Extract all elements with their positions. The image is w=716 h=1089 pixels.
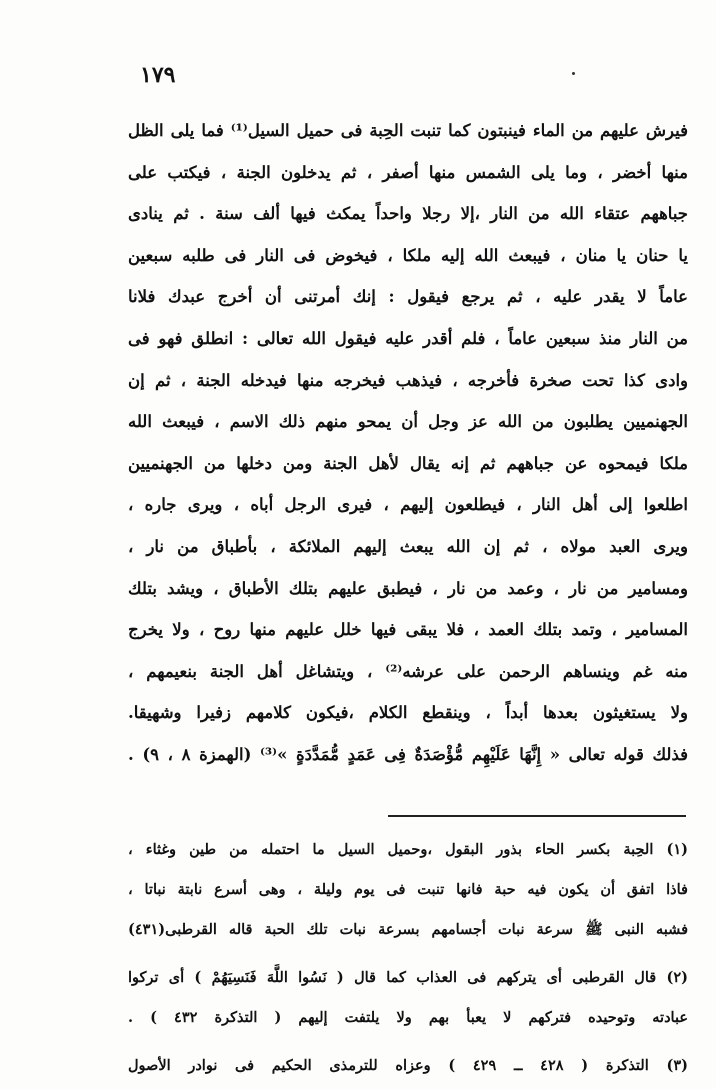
text-line: وادى كذا تحت صخرة فأخرجه ، فيذهب فيخرجه منها فيدخله الجنة ، ثم إن [128, 370, 688, 390]
text-line: ويرى العبد مولاه ، ثم إن الله يبعث إليهم الملائكة ، بأطباق من نار ، [128, 536, 688, 556]
text-line: منه غم وينساهم الرحمن على عرشه⁽²⁾ ، ويتشاغل أهل الجنة بنعيمهم ، [128, 661, 688, 681]
text-line: منها أخضر ، وما يلى الشمس منها أصفر ، ثم يدخلون الجنة ، فيكتب على [128, 162, 688, 182]
text-line: ملكا فيمحوه عن جباههم ثم إنه يقال لأهل الجنة ومن دخلها من الجهنميين [128, 453, 688, 473]
footnote-divider [388, 815, 686, 817]
text-line: الجهنميين يطلبون من الله عز وجل أن يمحو منهم ذلك الاسم ، فيبعث الله [128, 412, 688, 432]
page-number: ١٧٩ [140, 62, 176, 88]
text-line: فذلك قوله تعالى « إِنَّهَا عَلَيْهِم مُّؤْصَدَةٌ فِى عَمَدٍ مُّمَدَّدَةٍ »⁽³⁾ (الهمزة ٨ ، ٩) . [128, 744, 688, 764]
text-line: يا حنان يا منان ، فيبعث الله إليه ملكا ، فيخوض فى النار فى طلبه سبعين [128, 245, 688, 265]
footnote-2 [128, 958, 688, 1038]
footnote-1 [128, 830, 688, 950]
text-line: عاماً لا يقدر عليه ، ثم يرجع فيقول : إنك أمرتنى أن أخرج عبدك فلانا [128, 287, 688, 307]
footnote-line: فاذا اتفق أن يكون فيه حبة فانها تنبت فى يوم وليلة ، وهى أسرع نابتة نباتا ، [128, 881, 688, 898]
footnote-line: عبادته وتوحيده فتركهم لا يعبأ بهم ولا يلتفت إليهم ( التذكرة ٤٣٢ ) . [128, 1009, 688, 1026]
text-line: جباههم عتقاء الله من النار ،إلا رجلا واحداً يمكث فيها ألف سنة . ثم ينادى [128, 204, 688, 224]
footnote-line: (١) الحِبة بكسر الحاء بذور البقول ،وحميل السيل ما احتمله من طين وغثاء ، [128, 841, 688, 858]
page-speck [572, 72, 575, 75]
text-line: من النار منذ سبعين عاماً ، فلم أقدر عليه فيقول الله تعالى : انطلق فهو فى [128, 328, 688, 348]
main-text [128, 110, 688, 776]
text-line: ولا يستغيثون بعدها أبداً ، وينقطع الكلام ،فيكون كلامهم زفيرا وشهيقا. [128, 703, 688, 723]
footnotes [128, 830, 688, 1086]
text-line: فيرش عليهم من الماء فينبتون كما تنبت الحِبة فى حميل السيل⁽¹⁾ فما يلى الظل [128, 121, 688, 140]
text-line: اطلعوا إلى أهل النار ، فيطلعون إليهم ، فيرى الرجل أباه ، ويرى جاره ، [128, 495, 688, 515]
footnote-line: (٣) التذكرة ( ٤٢٨ ــ ٤٢٩ ) وعزاه للترمذى الحكيم فى نوادر الأصول [128, 1057, 688, 1074]
footnote-3 [128, 1046, 688, 1086]
footnote-line: (٢) قال القرطبى أى يتركهم فى العذاب كما قال ( نَسُوا اللَّهَ فَنَسِيَهُمْ ) أى تركوا [128, 969, 688, 986]
text-line: المسامير ، وتمد بتلك العمد ، فلا يبقى فيها خلل عليهم منها روح ، ولا يخرج [128, 620, 688, 640]
footnote-line: فشبه النبى ﷺ سرعة نبات أجسامهم بسرعة نبات تلك الحبة قاله القرطبى(٤٣١) [128, 921, 688, 938]
text-line: ومسامير من نار ، وعمد من نار ، فيطبق عليهم بتلك الأطباق ، ويشد بتلك [128, 578, 688, 598]
